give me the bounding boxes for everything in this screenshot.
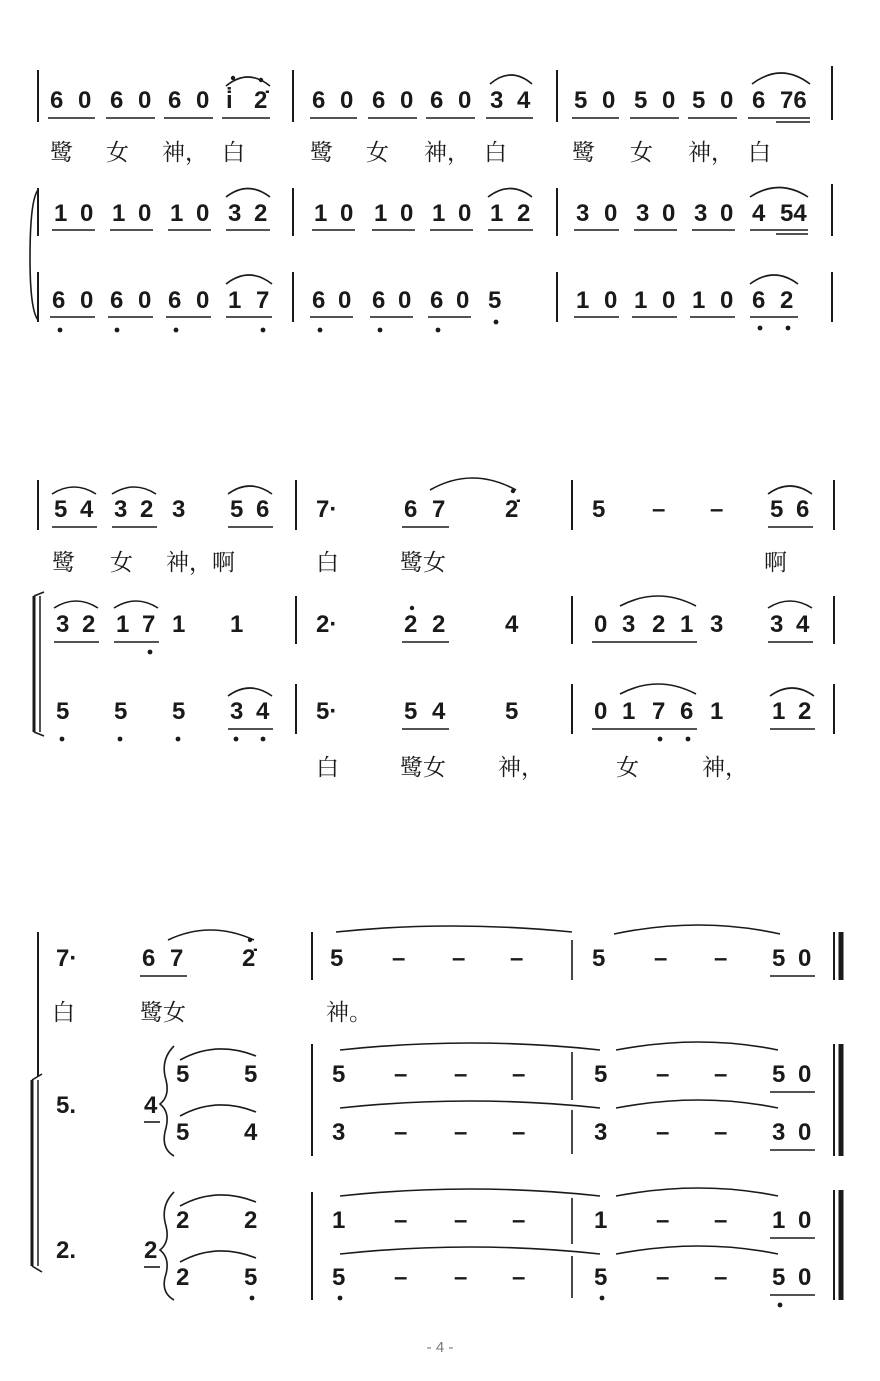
note: 1 [116,611,130,638]
note: 4 [256,698,270,725]
note: 3 [770,611,784,638]
note: 0 [458,87,472,114]
note: 5 [176,1061,190,1088]
note: 1 [230,611,244,638]
note: – [512,1207,526,1234]
note: 1 [576,287,590,314]
lyric: 神， [162,140,208,166]
note: 0 [338,287,352,314]
note: 7· [56,945,78,972]
note: 6 [680,698,694,725]
lyric: 鹭女 [400,550,446,576]
note: 5 [594,1264,608,1291]
note: 6 [372,287,386,314]
note: – [512,1061,526,1088]
s2-bass-lyrics-row [316,755,748,781]
note: 5 [770,496,784,523]
note: 0 [662,287,676,314]
note: 5 [244,1061,258,1088]
note: 0 [196,87,210,114]
note: 0 [798,1207,812,1234]
note: 0 [798,1119,812,1146]
lyric: 女 [616,755,639,781]
note: 1 [692,287,706,314]
note: 0 [138,287,152,314]
note: – [710,496,724,523]
note: – [714,1061,728,1088]
note: 0 [78,87,92,114]
note: 1 [314,200,328,227]
note: 1 [772,698,786,725]
label-text: 5. [56,1092,77,1119]
note: – [394,1119,408,1146]
note: 0 [720,87,734,114]
lyric: 神， [702,755,748,781]
note: 3 [772,1119,786,1146]
lyric: 神，啊 [166,550,235,576]
note: i̇ [226,87,233,114]
note: 0 [720,287,734,314]
note: 5 [772,1061,786,1088]
note: – [392,945,406,972]
s3-lyrics-row [52,1000,372,1026]
s3-melody-row [56,945,811,972]
note: 5 [634,87,648,114]
note: 0 [196,287,210,314]
note: 4 [244,1119,258,1146]
note: 3 [56,611,70,638]
note: 5 [772,945,786,972]
note: – [656,1061,670,1088]
note: – [714,945,728,972]
note: 6 [752,87,766,114]
note: 6 [52,287,66,314]
note: – [512,1264,526,1291]
label-text: 2 [144,1237,158,1264]
note: 3 [490,87,504,114]
s1-melody-row [50,87,807,114]
note: 6 [430,287,444,314]
lyric: 鹭 [572,140,595,166]
note: 3 [114,496,128,523]
note: – [452,945,466,972]
label-text: 2. [56,1237,77,1264]
note: 5 [56,698,70,725]
note: 1 [432,200,446,227]
note: – [654,945,668,972]
note: 2 [517,200,531,227]
note: 0 [594,611,608,638]
s3-alto-top-row [176,1061,811,1088]
note: 3 [594,1119,608,1146]
note: 3 [710,611,724,638]
note: 0 [604,200,618,227]
note: – [394,1264,408,1291]
note: 4 [517,87,531,114]
note: 0 [662,87,676,114]
lyric: 女 [106,140,129,166]
note: 2̇ [505,496,519,523]
lyric: 女 [630,140,653,166]
note: 5 [592,496,606,523]
lyric: 白 [316,550,339,576]
note: 3 [694,200,708,227]
lyric: 鹭 [52,550,75,576]
note: 0 [798,945,812,972]
page-number: - 4 - [426,1339,454,1356]
note: 6 [796,496,810,523]
note: 2 [432,611,446,638]
note: 1 [112,200,126,227]
lyric: 神， [688,140,734,166]
note: 6 [256,496,270,523]
s1-alto-row [54,200,807,227]
note: 7 [432,496,446,523]
note: 5 [172,698,186,725]
note: 0 [80,287,94,314]
note: 0 [798,1264,812,1291]
note: 2̇ [242,945,256,972]
lyric: 鹭 [310,140,333,166]
note: 4 [505,611,519,638]
s1-bass-row [52,287,793,314]
note: 1 [172,611,186,638]
note: 4 [752,200,766,227]
note: 5 [692,87,706,114]
note: 5 [332,1061,346,1088]
note: 54 [780,200,807,227]
note: – [714,1264,728,1291]
lyric: 女 [110,550,133,576]
note: – [510,945,524,972]
note: – [454,1119,468,1146]
note: – [714,1207,728,1234]
note: 3 [228,200,242,227]
note: 1 [594,1207,608,1234]
note: 2 [140,496,154,523]
note: – [512,1119,526,1146]
note: 6 [430,87,444,114]
s3-bass-bottom-row [176,1264,811,1291]
note: 6 [312,287,326,314]
note: 3 [230,698,244,725]
note: – [394,1061,408,1088]
note: 1 [622,698,636,725]
note: 0 [602,87,616,114]
note: 6 [752,287,766,314]
note: 3 [622,611,636,638]
system-1 [30,66,832,332]
note: 5 [592,945,606,972]
note: 0 [400,87,414,114]
note: 7· [316,496,338,523]
lyric: 神， [498,755,544,781]
note: 0 [456,287,470,314]
note: 2 [176,1264,190,1291]
note: 0 [458,200,472,227]
note: 76 [780,87,807,114]
note: – [454,1207,468,1234]
note: 0 [138,200,152,227]
s2-alto-row [56,611,810,638]
lyric: 鹭女 [140,1000,186,1026]
note: 5 [488,287,502,314]
note: 5· [316,698,338,725]
note: 0 [138,87,152,114]
lyric: 神。 [326,1000,372,1026]
note: 6 [110,87,124,114]
note: 6 [50,87,64,114]
note: 7 [652,698,666,725]
note: – [656,1207,670,1234]
note: – [454,1061,468,1088]
system-2 [34,478,834,781]
lyric: 白 [484,140,507,166]
s1-bass-beams [50,275,798,332]
note: 1 [710,698,724,725]
note: 0 [662,200,676,227]
note: 1 [772,1207,786,1234]
note: 5 [594,1061,608,1088]
lyric: 白 [316,755,339,781]
note: 5 [114,698,128,725]
note: 2̇ [254,87,268,114]
note: 3 [636,200,650,227]
note: 5 [244,1264,258,1291]
note: 7 [170,945,184,972]
label-text: 4 [144,1092,158,1119]
note: 3 [576,200,590,227]
note: 0 [340,200,354,227]
note: – [714,1119,728,1146]
note: – [652,496,666,523]
note: – [656,1264,670,1291]
system-3 [32,925,841,1307]
note: 1 [170,200,184,227]
note: 0 [398,287,412,314]
brace [30,190,38,320]
lyric: 白 [52,1000,75,1026]
note: 2 [244,1207,258,1234]
note: 5 [505,698,519,725]
lyric: 鹭女 [400,755,446,781]
note: 4 [80,496,94,523]
note: 5 [230,496,244,523]
s2-bass-row [56,698,811,725]
note: 1 [490,200,504,227]
note: 6 [168,87,182,114]
s3-alto-bottom-row [176,1119,811,1146]
note: 3 [332,1119,346,1146]
note: 1 [634,287,648,314]
note: – [394,1207,408,1234]
note: 2 [780,287,794,314]
note: 2 [82,611,96,638]
note: 0 [798,1061,812,1088]
note: 6 [404,496,418,523]
note: 5 [772,1264,786,1291]
s2-lyrics-row [52,550,787,576]
note: 0 [340,87,354,114]
note: 5 [330,945,344,972]
note: 6 [110,287,124,314]
s3-bass-top-row [176,1207,811,1234]
note: 5 [574,87,588,114]
lyric: 啊 [764,550,787,576]
note: 0 [196,200,210,227]
lyric: 鹭 [50,140,73,166]
note: 2 [176,1207,190,1234]
s3-side-labels [56,1046,174,1300]
note: – [656,1119,670,1146]
note: 2 [652,611,666,638]
note: 0 [720,200,734,227]
note: 5 [404,698,418,725]
note: 0 [400,200,414,227]
note: 3 [172,496,186,523]
note: 1 [374,200,388,227]
note: 4 [796,611,810,638]
note: 0 [604,287,618,314]
note: 1 [228,287,242,314]
note: 6 [168,287,182,314]
lyric: 神， [424,140,470,166]
note: – [454,1264,468,1291]
lyric: 女 [366,140,389,166]
note: 5 [54,496,68,523]
note: 0 [80,200,94,227]
s2-melody-row [54,496,809,523]
note: 6 [372,87,386,114]
note: 2 [798,698,812,725]
note: 0 [594,698,608,725]
note: 1 [54,200,68,227]
note: 2· [316,611,338,638]
lyric: 白 [748,140,771,166]
note: 1 [332,1207,346,1234]
note: 4 [432,698,446,725]
note: 1 [680,611,694,638]
s1-lyrics-row [50,140,771,166]
note: 6 [312,87,326,114]
note: 5 [332,1264,346,1291]
note: 7 [142,611,156,638]
note: 2 [254,200,268,227]
note: 5 [176,1119,190,1146]
note: 6 [142,945,156,972]
lyric: 白 [222,140,245,166]
note: 2 [404,611,418,638]
note: 7 [256,287,270,314]
